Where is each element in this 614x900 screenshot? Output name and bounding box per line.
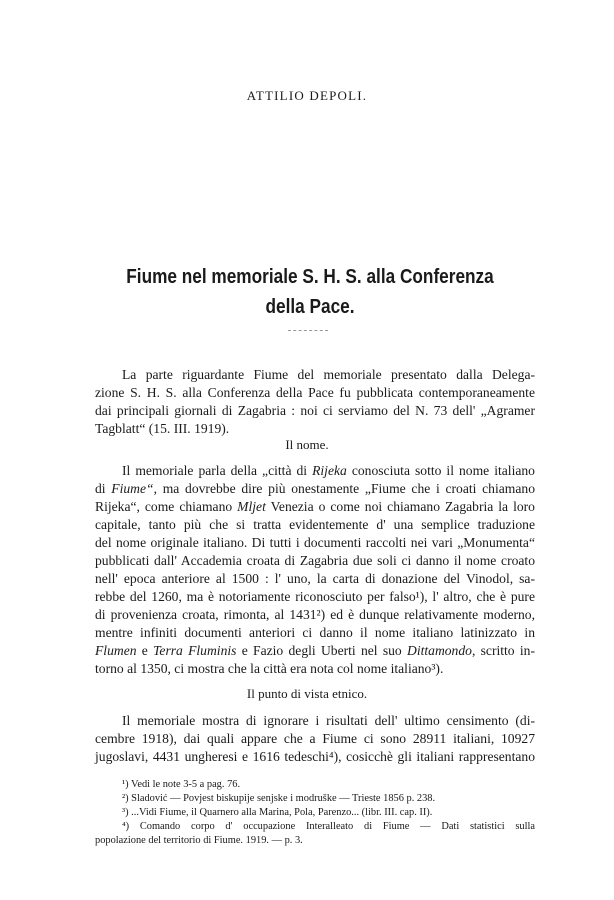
footnote: ⁴) Comando corpo d' occupazione Interalleato di Fiume — Dati statistici sulla [122,821,535,832]
etnico-line: jugoslavi, 4431 ungheresi e 1616 tedeschi⁴), cosicchè gli italiani rappresentano [95,749,535,764]
nome-line: Flumen e Terra Fluminis e Fazio degli Uberti nel suo Dittamondo, scritto in- [95,643,535,658]
nome-line: nell' epoca anteriore al 1500 : l' uno, la carta di donazione del Vinodol, sa- [95,571,535,586]
intro-line: dai principali giornali di Zagabria : noi ci serviamo del N. 73 dell' „Agramer [95,403,535,418]
etnico-line: Il memoriale mostra di ignorare i risultati dell' ultimo censimento (di- [122,713,535,728]
footnote: ²) Sladović — Povjest biskupije senjske i modruške — Trieste 1856 p. 238. [122,793,436,804]
nome-line: Il memoriale parla della „città di Rijeka conosciuta sotto il nome italiano [122,463,535,478]
intro-line: La parte riguardante Fiume del memoriale presentato dalla Delega- [122,367,535,382]
intro-line: Tagblatt“ (15. III. 1919). [95,421,230,436]
nome-paragraph [95,462,535,678]
nome-line: rebbe del 1260, ma è notoriamente riconosciuto per falso¹), l' altro, che è pure [95,589,535,604]
intro-line: zione S. H. S. alla Conferenza della Pace fu pubblicata contemporaneamente [95,385,535,400]
section-heading-nome: Il nome. [285,437,329,452]
footnote: ¹) Vedi le note 3-5 a pag. 76. [122,779,241,790]
title-divider [288,330,328,331]
footnotes [95,778,535,848]
etnico-paragraph [95,712,535,766]
nome-line: mentre infiniti documenti anteriori ci danno il nome italiano latinizzato in [95,625,535,640]
title-line-1: Fiume nel memoriale S. H. S. alla Conferenza [126,265,494,288]
nome-line: pubblicati dall' Accademia croata di Zagabria due soli ci danno il nome croato [95,553,535,568]
author-name: ATTILIO DEPOLI. [246,88,368,103]
intro-paragraph [95,366,535,438]
nome-line: Rijeka“, come chiamano Mljet Venezia o come noi chiamano Zagabria la loro [95,499,535,514]
title-line-2: della Pace. [265,295,355,318]
nome-line: di provenienza croata, rimonta, al 1431²) ed è dunque relativamente moderno, [95,607,535,622]
footnote: popolazione del territorio di Fiume. 1919. — p. 3. [95,835,303,846]
article-title [100,262,520,322]
footnote: ³) ...Vidi Fiume, il Quarnero alla Marina, Pola, Parenzo... (libr. III. cap. II). [122,807,433,818]
nome-line: torno al 1350, ci mostra che la città era nota col nome italiano³). [95,661,444,676]
nome-line: del nome originale italiano. Di tutti i documenti raccolti nei vari „Monumenta“ [95,535,535,550]
section-heading-etnico: Il punto di vista etnico. [246,686,368,701]
nome-line: di Fiume“, ma dovrebbe dire più onestamente „Fiume che i croati chiamano [95,481,535,496]
nome-line: capitale, tanto più che si tratta evidentemente d' una semplice traduzione [95,517,535,532]
etnico-line: cembre 1918), dai quali appare che a Fiume ci sono 28911 italiani, 10927 [95,731,535,746]
